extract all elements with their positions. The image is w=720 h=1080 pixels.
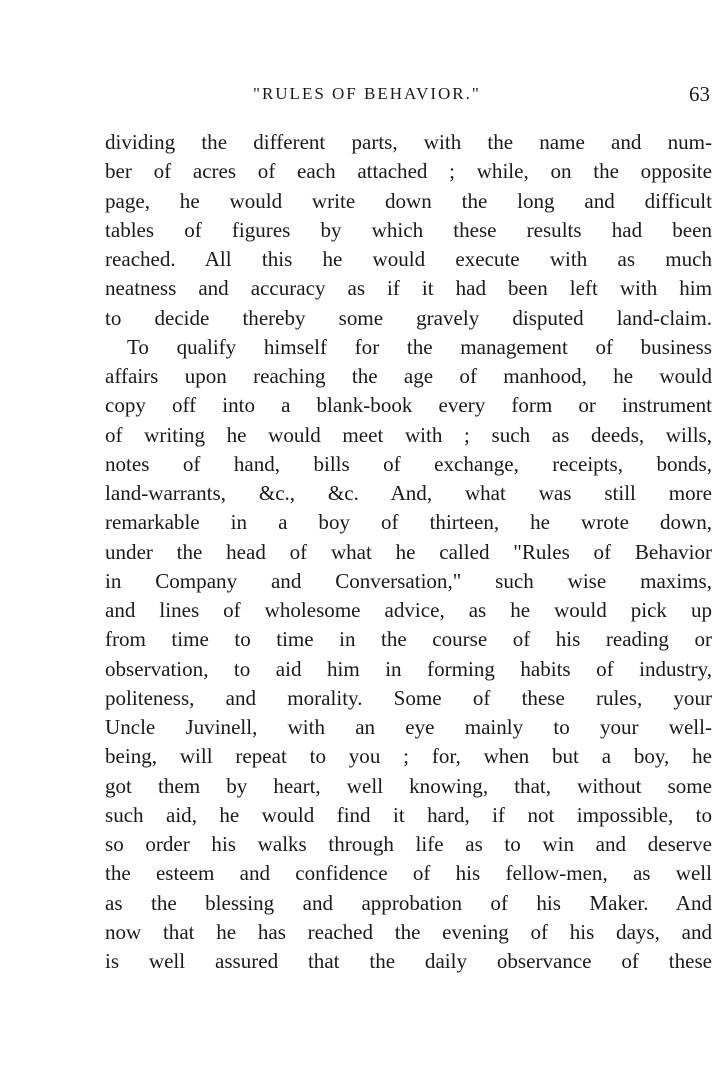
text-line: in Company and Conversation," such wise maxims, bbox=[105, 568, 712, 593]
text-line: the esteem and confidence of his fellow-men, as well bbox=[105, 861, 712, 886]
text-line: and lines of wholesome advice, as he would pick up bbox=[105, 598, 712, 622]
page-body-text bbox=[105, 128, 712, 976]
text-line: observation, to aid him in forming habits of industry, bbox=[105, 656, 712, 681]
text-line: now that he has reached the evening of his days, and bbox=[105, 919, 712, 944]
text-line: copy off into a blank-book every form or instrument bbox=[105, 393, 712, 418]
text-line: tables of figures by which these results had been bbox=[105, 217, 712, 242]
text-line: got them by heart, well knowing, that, without some bbox=[105, 773, 712, 798]
text-line: reached. All this he would execute with as much bbox=[105, 247, 712, 271]
text-line: Uncle Juvinell, with an eye mainly to your well- bbox=[105, 715, 712, 739]
text-line: to decide thereby some gravely disputed land-claim. bbox=[105, 305, 712, 330]
text-line: being, will repeat to you ; for, when but a boy, he bbox=[105, 744, 712, 769]
text-line: affairs upon reaching the age of manhood, he would bbox=[105, 364, 712, 388]
text-line: of writing he would meet with ; such as deeds, wills, bbox=[105, 422, 712, 447]
text-line: dividing the different parts, with the name and num- bbox=[105, 130, 712, 154]
text-line: under the head of what he called "Rules of Behavior bbox=[105, 539, 712, 564]
text-line: such aid, he would find it hard, if not impossible, to bbox=[105, 802, 712, 827]
text-line: page, he would write down the long and difficult bbox=[105, 188, 712, 213]
text-line: neatness and accuracy as if it had been left with him bbox=[105, 276, 712, 301]
text-line: as the blessing and approbation of his Maker. And bbox=[105, 890, 712, 915]
text-line: is well assured that the daily observance of these bbox=[105, 949, 712, 973]
text-line: ber of acres of each attached ; while, on the opposite bbox=[105, 159, 712, 184]
text-line: politeness, and morality. Some of these rules, your bbox=[105, 685, 712, 710]
running-title: "RULES OF BEHAVIOR." bbox=[253, 84, 481, 103]
page-number: 63 bbox=[689, 82, 710, 106]
text-line: notes of hand, bills of exchange, receipts, bonds, bbox=[105, 451, 712, 476]
text-line: from time to time in the course of his reading or bbox=[105, 627, 712, 652]
text-line: land-warrants, &c., &c. And, what was still more bbox=[105, 481, 712, 505]
text-line: To qualify himself for the management of business bbox=[127, 334, 712, 359]
text-line: so order his walks through life as to win and deserve bbox=[105, 832, 712, 856]
page-header bbox=[105, 84, 710, 114]
text-line: remarkable in a boy of thirteen, he wrote down, bbox=[105, 510, 712, 535]
